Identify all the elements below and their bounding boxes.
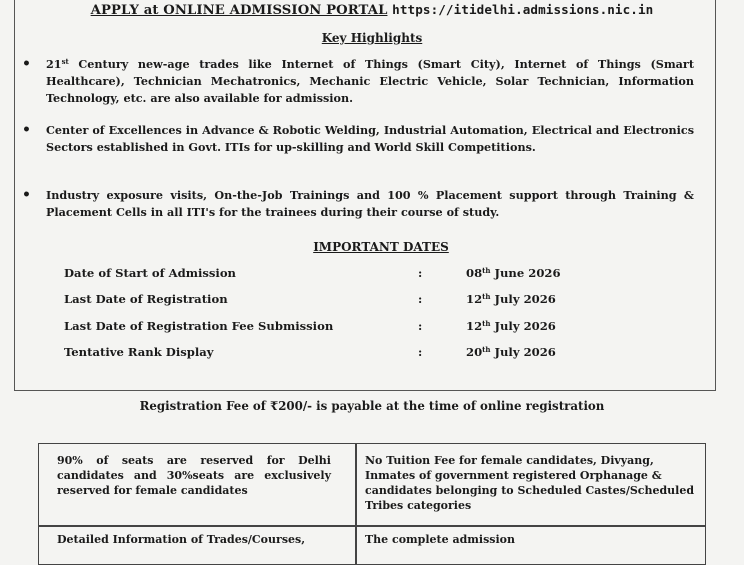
highlight-item [22,56,692,108]
date-row: Last Date of Registration Fee Submission : 12th July 2026 [64,319,556,333]
date-value: 12th July 2026 [466,292,556,306]
date-row: Tentative Rank Display : 20th July 2026 [64,345,556,359]
highlight-text: Industry exposure visits, On-the-Job Trainings and 100 % Placement support through Training & Placement Cells in all ITI's for the trainees during their course of study. [46,188,694,219]
info-cell-trades-info: Detailed Information of Trades/Courses, [57,533,306,546]
date-row: Date of Start of Admission : 08th June 2026 [64,266,561,280]
info-table [38,443,706,565]
highlight-text: Center of Excellences in Advance & Robotic Welding, Industrial Automation, Electrical and Electronics Sectors established in Govt. ITIs for up-skilling and World Skill Competitions. [46,123,694,154]
key-highlights-heading: Key Highlights [321,31,423,45]
highlight-item [22,187,692,223]
portal-header [0,2,744,18]
bullet-dot-icon: • [22,122,31,138]
highlight-text: 21st Century new-age trades like Internet of Things (Smart City), Internet of Things (Smart Healthcare), Technician Mechatronics, Mechanic Electric Vehicle, Solar Technician, Information Technology, etc. are also available for admission. [46,57,694,105]
portal-title: APPLY at ONLINE ADMISSION PORTAL [90,3,388,18]
important-dates-heading: IMPORTANT DATES [313,240,449,254]
registration-fee-note: Registration Fee of ₹200/- is payable at the time of online registration [139,399,605,413]
bullet-dot-icon: • [22,187,31,203]
highlight-item [22,122,692,158]
date-row: Last Date of Registration : 12th July 2026 [64,292,556,306]
portal-url[interactable]: https://itidelhi.admissions.nic.in [392,2,654,17]
date-value: 20th July 2026 [466,345,556,359]
info-cell-tuition-fee: No Tuition Fee for female candidates, Divyang, Inmates of government registered Orphanage & candidates belonging to Scheduled Castes/Scheduled Tribes categories [365,454,695,512]
date-value: 08th June 2026 [466,266,561,280]
table-divider [355,444,357,564]
date-value: 12th July 2026 [466,319,556,333]
info-cell-admission-info: The complete admission [365,533,515,546]
info-cell-seat-reservation: 90% of seats are reserved for Delhi candidates and 30%seats are exclusively reserved for female candidates [57,454,331,497]
bullet-dot-icon: • [22,56,31,72]
table-divider [39,525,705,527]
